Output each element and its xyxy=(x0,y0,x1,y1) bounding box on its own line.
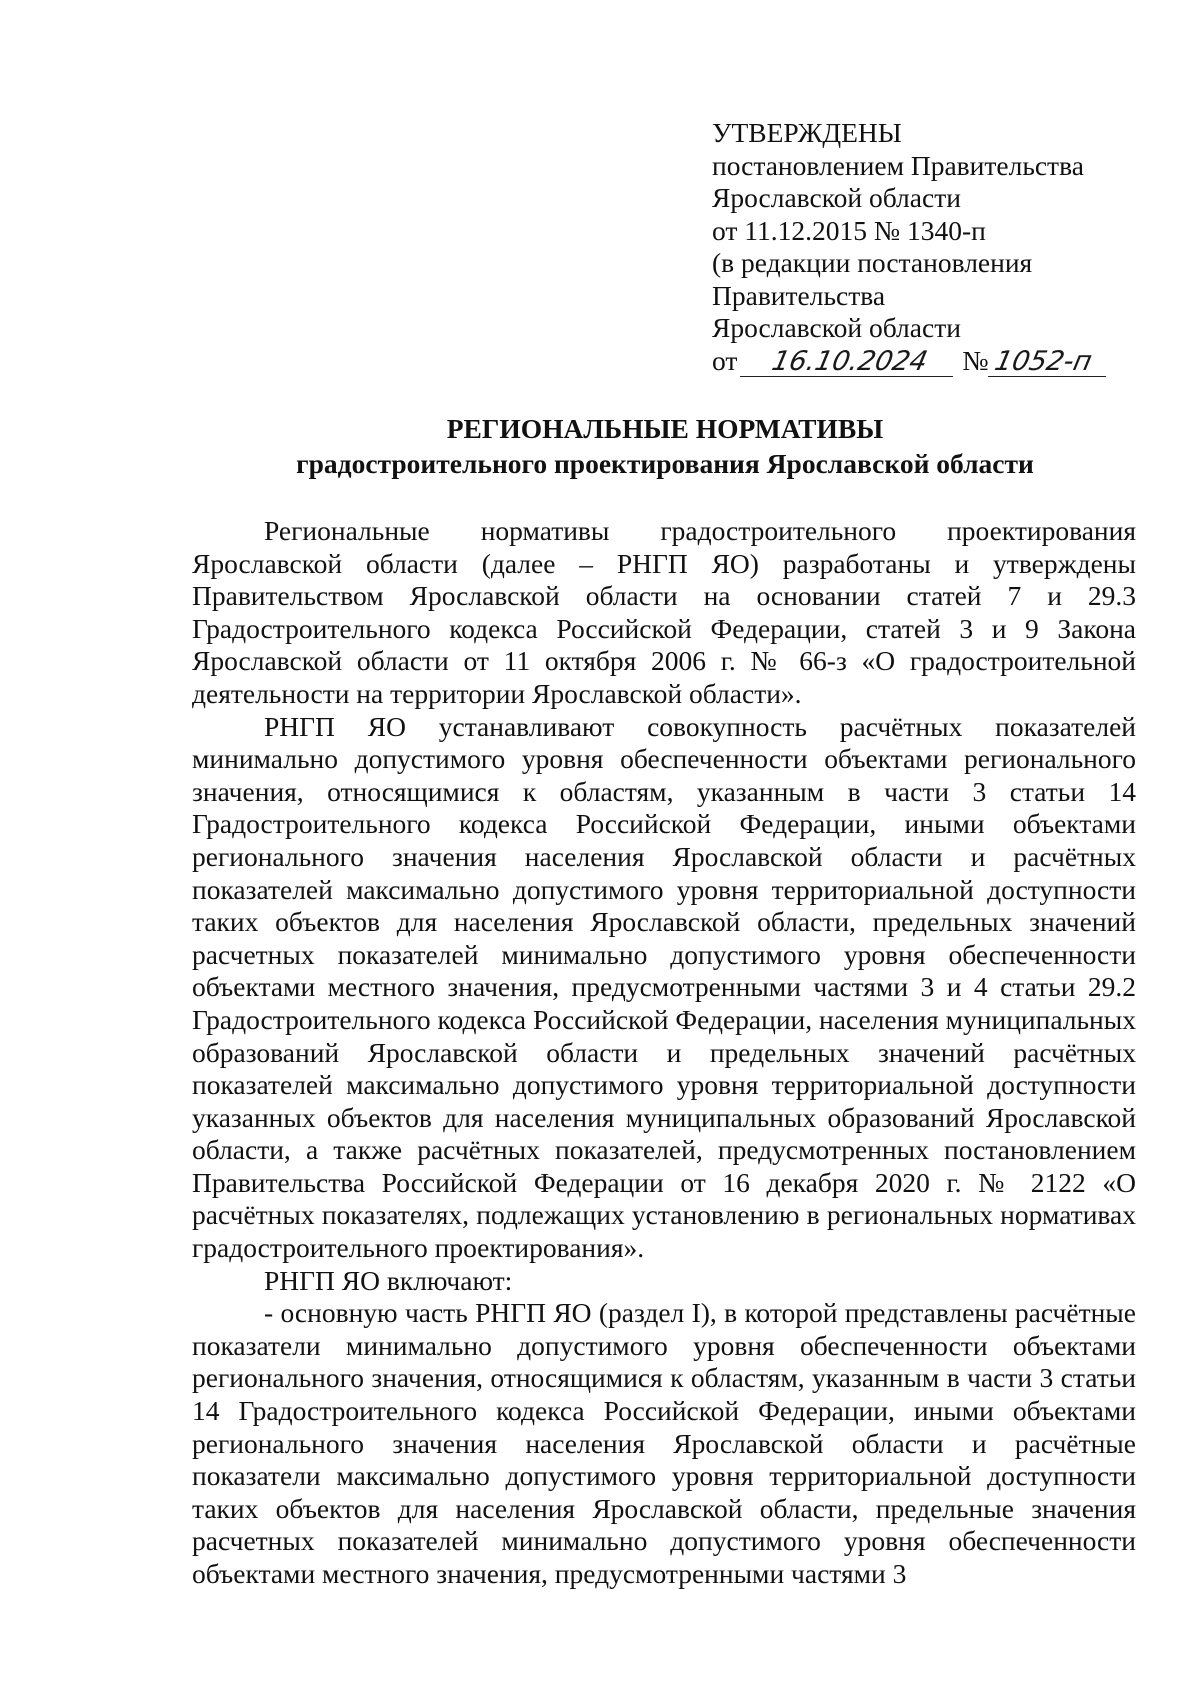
from-label: от xyxy=(712,344,738,376)
paragraph: РНГП ЯО включают: xyxy=(264,1264,513,1296)
approval-stamp-block xyxy=(712,117,1152,377)
approval-line: от 11.12.2015 № 1340-п xyxy=(712,214,986,246)
number-label: № xyxy=(962,344,989,376)
document-subtitle: градостроительного проектирования Ярославской области xyxy=(296,448,1034,479)
approval-line: (в редакции постановления xyxy=(712,247,1033,278)
approval-line: Ярославской области xyxy=(712,312,961,343)
paragraph: Региональные нормативы градостроительного проектирования Ярославской области (далее – РНГП ЯО) разработаны и утверждены Правительством Ярославской области на основании статей 7 и 29.3 Градостроительного кодекса Российской Федерации, статей 3 и 9 Закона Ярославской области от 11 октября 2006 г. № 66-з «О градостроительной деятельности на территории Ярославской области». xyxy=(192,515,1136,709)
paragraph: - основную часть РНГП ЯО (раздел I), в которой представлены расчётные показатели минимально допустимого уровня обеспеченности объектами регионального значения, относящимися к областям, указанным в части 3 статьи 14 Градостроительного кодекса Российской Федерации, иными объектами регионального значения населения Ярославской области и расчётные показатели максимально допустимого уровня территориальной доступности таких объектов для населения Ярославской области, предельные значения расчетных показателей минимально допустимого уровня обеспеченности объектами местного значения, предусмотренными частями 3 xyxy=(192,1297,1136,1589)
approval-heading: УТВЕРЖДЕНЫ xyxy=(712,117,902,148)
approval-line: Ярославской области xyxy=(712,182,961,213)
approval-date-line xyxy=(712,345,1152,378)
document-title: РЕГИОНАЛЬНЫЕ НОРМАТИВЫ xyxy=(446,413,884,444)
handwritten-date: 16.10.2024 xyxy=(740,348,959,377)
document-body xyxy=(192,515,1136,1591)
approval-line: Правительства xyxy=(712,279,886,311)
paragraph: РНГП ЯО устанавливают совокупность расчётных показателей минимально допустимого уровня обеспеченности объектами регионального значения, относящимися к областям, указанным в части 3 статьи 14 Градостроительного кодекса Российской Федерации, иными объектами регионального значения населения Ярославской области и расчётных показателей максимально допустимого уровня территориальной доступности таких объектов для населения Ярославской области, предельных значений расчетных показателей минимально допустимого уровня обеспеченности объектами местного значения, предусмотренными частями 3 и 4 статьи 29.2 Градостроительного кодекса Российской Федерации, населения муниципальных образований Ярославской области и предельных значений расчётных показателей максимально допустимого уровня территориальной доступности указанных объектов для населения муниципальных образований Ярославской области, а также расчётных показателей, предусмотренных постановлением Правительства Российской Федерации от 16 декабря 2020 г. № 2122 «О расчётных показателях, подлежащих установлению в региональных нормативах градостроительного проектирования». xyxy=(192,710,1136,1264)
approval-line: постановлением Правительства xyxy=(712,149,1084,181)
handwritten-number: 1052-п xyxy=(988,348,1112,377)
